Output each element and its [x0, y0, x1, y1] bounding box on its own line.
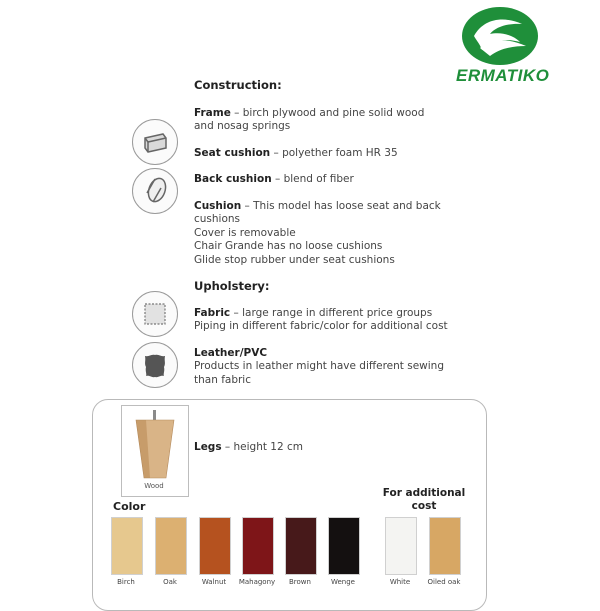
fabric-desc-2: Piping in different fabric/color for additional cost — [194, 320, 448, 333]
frame-label: Frame — [194, 107, 231, 119]
color-swatch-brown[interactable] — [285, 517, 317, 575]
swatch-label: Oiled oak — [427, 578, 461, 586]
seat-cushion-text — [194, 147, 454, 160]
color-swatch-mahagony[interactable] — [242, 517, 274, 575]
color-swatch-wenge[interactable] — [328, 517, 360, 575]
color-swatch-oak[interactable] — [155, 517, 187, 575]
seat-cushion-label: Seat cushion — [194, 147, 271, 159]
leather-label: Leather/PVC — [194, 347, 268, 359]
swatch-label: Mahagony — [238, 578, 276, 586]
additional-cost-line-2: cost — [411, 500, 437, 512]
swatch-label: Birch — [117, 578, 135, 586]
leather-text — [194, 347, 454, 387]
leg-material-caption: Wood — [144, 482, 164, 490]
frame-text — [194, 107, 454, 134]
upholstery-heading: Upholstery: — [194, 279, 270, 293]
construction-heading: Construction: — [194, 78, 282, 92]
color-heading: Color — [113, 500, 146, 513]
frame-desc-2: and nosag springs — [194, 120, 291, 133]
frame-desc-1: – birch plywood and pine solid wood — [230, 107, 425, 119]
cushion-line: Cover is removable — [194, 226, 296, 239]
fabric-desc-1: – large range in different price groups — [230, 307, 433, 319]
additional-cost-line-1: For additional — [382, 487, 466, 499]
leather-hide-icon — [132, 342, 178, 388]
swatch-label: Wenge — [330, 578, 355, 586]
additional-cost-heading — [382, 487, 466, 513]
seat-cushion-desc: – polyether foam HR 35 — [270, 147, 398, 159]
cushion-desc-2: cushions — [194, 213, 241, 226]
color-swatch-birch[interactable] — [111, 517, 143, 575]
cushion-text — [194, 200, 454, 267]
cushion-label: Cushion — [194, 200, 242, 212]
color-swatch-white[interactable] — [385, 517, 417, 575]
swatch-label: Walnut — [201, 578, 227, 586]
fabric-label: Fabric — [194, 307, 231, 319]
swatch-label: White — [389, 578, 411, 586]
legs-desc: – height 12 cm — [221, 441, 304, 453]
ermatiko-logo-icon — [460, 6, 540, 66]
swatch-label: Brown — [289, 578, 311, 586]
fabric-text — [194, 307, 474, 334]
leather-desc-2: than fabric — [194, 373, 252, 386]
swatch-label: Oak — [163, 578, 177, 586]
legs-text — [194, 441, 454, 454]
color-swatch-walnut[interactable] — [199, 517, 231, 575]
back-cushion-label: Back cushion — [194, 173, 272, 185]
fabric-swatch-icon — [132, 291, 178, 337]
cushion-line: Chair Grande has no loose cushions — [194, 240, 383, 253]
cushion-line: Glide stop rubber under seat cushions — [194, 253, 395, 266]
frame-icon — [132, 119, 178, 165]
cushion-desc-1: – This model has loose seat and back — [241, 200, 441, 212]
cushion-roll-icon — [132, 168, 178, 214]
back-cushion-desc: – blend of fiber — [271, 173, 354, 185]
legs-label: Legs — [194, 441, 222, 453]
color-swatch-oiled-oak[interactable] — [429, 517, 461, 575]
back-cushion-text — [194, 173, 454, 186]
brand-name: ERMATIKO — [456, 66, 550, 85]
leather-desc-1: Products in leather might have different sewing — [194, 360, 444, 373]
